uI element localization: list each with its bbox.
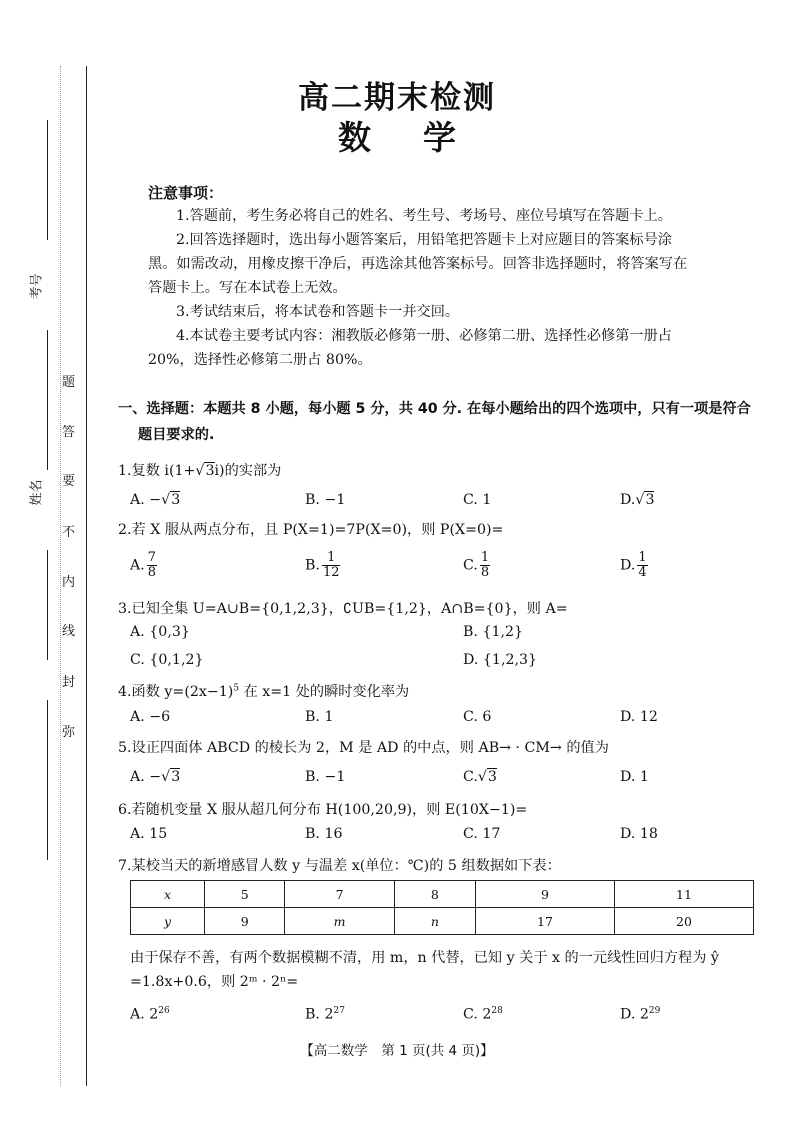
table-cell: 7 <box>285 881 394 908</box>
q1-option-d[interactable]: D.√3 <box>620 492 655 508</box>
section-heading-line1: 一、选择题：本题共 8 小题，每小题 5 分，共 40 分. 在每小题给出的四个选项中，只有一项是符合 <box>118 401 751 417</box>
table-cell: 11 <box>614 881 753 908</box>
q3-option-c[interactable]: C. {0,1,2} <box>130 652 204 668</box>
q7-text <box>130 946 760 994</box>
table-row <box>131 881 754 908</box>
seal-char: 线 <box>62 624 76 639</box>
q7-text-line1: 由于保存不善，有两个数据模糊不清，用 m，n 代替，已知 y 关于 x 的一元线性回归方程为 ŷ <box>130 950 719 966</box>
q7-text-line2: =1.8x+0.6，则 2ᵐ · 2ⁿ= <box>130 974 299 990</box>
q1-option-c[interactable]: C. 1 <box>463 492 492 508</box>
xingming-label: 姓名 <box>29 479 45 506</box>
q7-option-c[interactable]: C. $2^{28}$ <box>463 1006 503 1023</box>
q3-option-a[interactable]: A. {0,3} <box>130 624 190 640</box>
seal-char: 要 <box>62 474 76 489</box>
q7-option-a[interactable]: A. $2^{26}$ <box>130 1006 170 1023</box>
notice-item: 4.本试卷主要考试内容：湘教版必修第一册、必修第二册、选择性必修第一册占 <box>176 328 672 344</box>
question-2-stem: 2.若 X 服从两点分布，且 P(X=1)=7P(X=0)，则 P(X=0)= <box>118 522 504 538</box>
question-5-stem: 5.设正四面体 ABCD 的棱长为 2，M 是 AD 的中点，则 AB→ · CM→ 的值为 <box>118 740 609 756</box>
exam-title: 高二期末检测 <box>298 80 496 116</box>
q2-option-a[interactable]: A. $\frac{7}{8}$ <box>130 550 157 580</box>
notice-item: 2.回答选择题时，选出每小题答案后，用铅笔把答题卡上对应题目的答案标号涂 <box>176 232 672 248</box>
table-cell: 9 <box>476 881 615 908</box>
q3-option-b[interactable]: B. {1,2} <box>463 624 524 640</box>
seal-char: 内 <box>62 575 76 590</box>
section-heading-line2: 题目要求的. <box>138 427 215 443</box>
table-cell: 9 <box>204 908 285 935</box>
q1-option-a[interactable]: A. −√3 <box>130 492 181 508</box>
binding-outer-line <box>86 66 87 1086</box>
notice-item: 黑。如需改动，用橡皮擦干净后，再选涂其他答案标号。回答非选择题时，将答案写在 <box>148 256 688 272</box>
subject-title: 数学 <box>338 118 508 157</box>
table-cell: 17 <box>476 908 615 935</box>
notice-item: 3.考试结束后，将本试卷和答题卡一并交回。 <box>176 304 460 320</box>
q4-option-b[interactable]: B. 1 <box>305 709 334 725</box>
q5-option-c[interactable]: C.√3 <box>463 769 497 785</box>
q7-option-d[interactable]: D. $2^{29}$ <box>620 1006 661 1023</box>
seal-char: 不 <box>62 525 76 540</box>
q2-option-c[interactable]: C. $\frac{1}{8}$ <box>463 550 490 580</box>
q7-data-table <box>130 880 754 935</box>
q7-option-b[interactable]: B. $2^{27}$ <box>305 1006 345 1023</box>
binding-line-bottom <box>47 700 48 860</box>
binding-line-mid2 <box>47 550 48 660</box>
q6-option-d[interactable]: D. 18 <box>620 826 658 842</box>
q5-option-d[interactable]: D. 1 <box>620 769 649 785</box>
table-cell: 5 <box>204 881 285 908</box>
notice-item: 20%，选择性必修第二册占 80%。 <box>148 352 372 368</box>
question-3-stem: 3.已知全集 U=A∪B={0,1,2,3}，∁UB={1,2}，A∩B={0}，则 A= <box>118 601 568 617</box>
q5-option-a[interactable]: A. −√3 <box>130 769 181 785</box>
seal-char: 封 <box>62 675 76 690</box>
question-6-stem: 6.若随机变量 X 服从超几何分布 H(100,20,9)，则 E(10X−1)= <box>118 802 528 818</box>
table-cell: 20 <box>614 908 753 935</box>
q6-option-b[interactable]: B. 16 <box>305 826 343 842</box>
binding-line-mid <box>47 330 48 470</box>
q4-option-c[interactable]: C. 6 <box>463 709 492 725</box>
question-1-stem: 1.复数 i(1+√3i)的实部为 <box>118 463 282 479</box>
q2-option-d[interactable]: D. $\frac{1}{4}$ <box>620 550 647 580</box>
table-cell: x <box>131 881 205 908</box>
q1-option-b[interactable]: B. −1 <box>305 492 346 508</box>
table-cell: y <box>131 908 205 935</box>
q3-option-d[interactable]: D. {1,2,3} <box>463 652 538 668</box>
q6-option-c[interactable]: C. 17 <box>463 826 501 842</box>
notice-item: 答题卡上。写在本试卷上无效。 <box>148 280 347 296</box>
seal-char: 答 <box>62 425 76 440</box>
table-row <box>131 908 754 935</box>
kaohao-label: 考号 <box>29 273 45 300</box>
seal-char: 题 <box>62 375 76 390</box>
q4-option-d[interactable]: D. 12 <box>620 709 658 725</box>
q6-option-a[interactable]: A. 15 <box>130 826 168 842</box>
q4-option-a[interactable]: A. −6 <box>130 709 171 725</box>
page-footer: 【高二数学 第 1 页(共 4 页)】 <box>300 1043 494 1059</box>
table-cell: 8 <box>394 881 475 908</box>
table-cell: m <box>285 908 394 935</box>
section-heading <box>118 396 758 448</box>
notice-item: 1.答题前，考生务必将自己的姓名、考生号、考场号、座位号填写在答题卡上。 <box>176 208 672 224</box>
seal-char: 弥 <box>62 725 76 740</box>
q2-option-b[interactable]: B. $\frac{1}{12}$ <box>305 550 340 580</box>
q5-option-b[interactable]: B. −1 <box>305 769 346 785</box>
table-cell: n <box>394 908 475 935</box>
question-4-stem: 4.函数 $y=(2x-1)^5$ 在 x=1 处的瞬时变化率为 <box>118 683 410 700</box>
notice-body <box>148 204 728 372</box>
notice-heading: 注意事项： <box>148 184 224 202</box>
question-7-stem: 7.某校当天的新增感冒人数 y 与温差 x(单位：℃)的 5 组数据如下表： <box>118 858 561 874</box>
